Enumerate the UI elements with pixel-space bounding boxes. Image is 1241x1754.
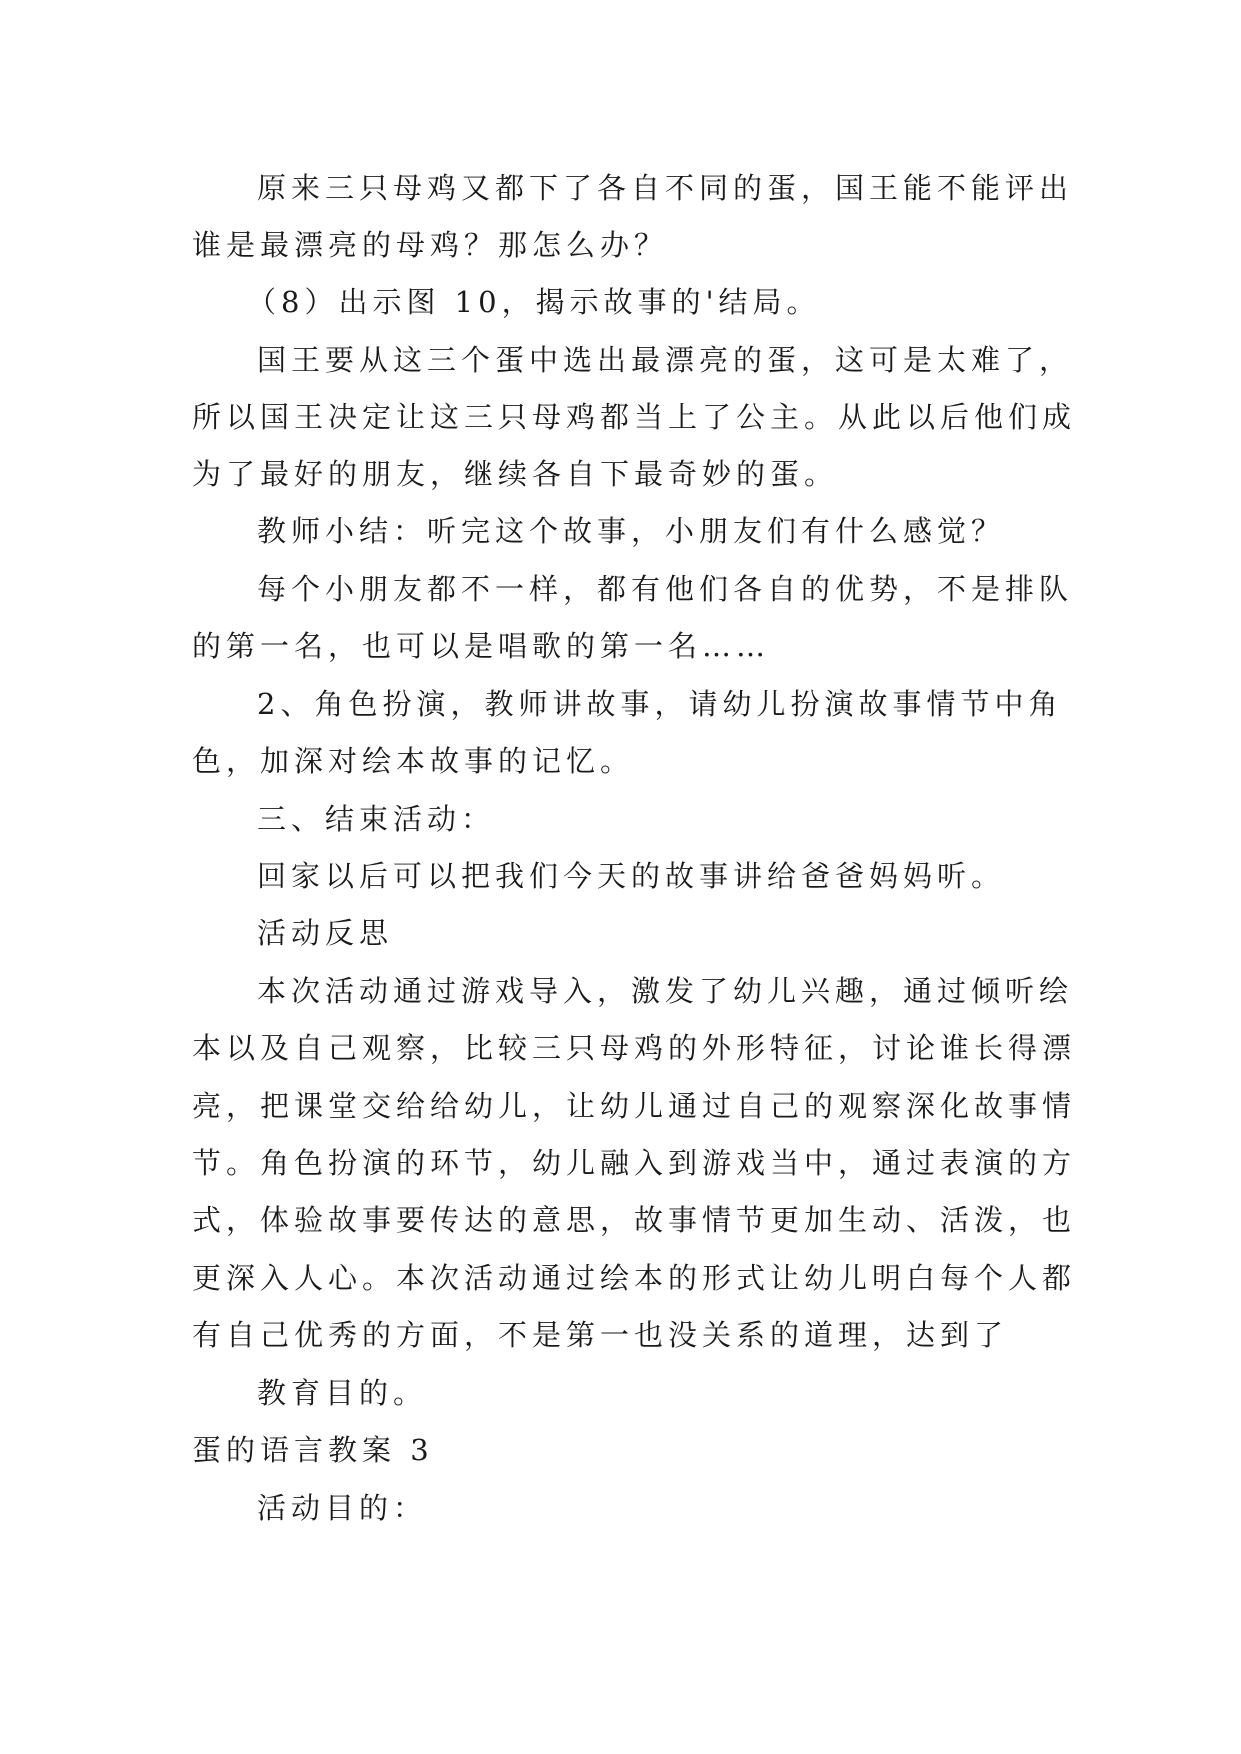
text-line-9: 的第一名，也可以是唱歌的第一名…… <box>192 629 771 663</box>
text-line-8: 每个小朋友都不一样，都有他们各自的优势，不是排队 <box>257 572 1074 606</box>
text-line-12: 三、结束活动： <box>257 802 496 836</box>
text-line-16: 本以及自己观察，比较三只母鸡的外形特征，讨论谁长得漂 <box>192 1031 1077 1065</box>
text-line-10: 2、角色扮演，教师讲故事，请幼儿扮演故事情节中角 <box>257 687 1063 721</box>
section-heading-reflection: 活动反思 <box>257 916 394 950</box>
text-line-4: 国王要从这三个蛋中选出最漂亮的蛋，这可是太难了， <box>257 343 1074 377</box>
text-line-21: 有自己优秀的方面，不是第一也没关系的道理，达到了 <box>192 1318 1009 1352</box>
text-line-15: 本次活动通过游戏导入，激发了幼儿兴趣，通过倾听绘 <box>257 974 1074 1008</box>
text-line-17: 亮，把课堂交给给幼儿，让幼儿通过自己的观察深化故事情 <box>192 1089 1077 1123</box>
text-line-19: 式，体验故事要传达的意思，故事情节更加生动、活泼，也 <box>192 1203 1077 1237</box>
text-line-20: 更深入人心。本次活动通过绘本的形式让幼儿明白每个人都 <box>192 1261 1077 1295</box>
text-line-2: 谁是最漂亮的母鸡？那怎么办？ <box>192 228 669 262</box>
text-line-3: （8）出示图 10，揭示故事的'结局。 <box>247 285 821 319</box>
text-line-7: 教师小结：听完这个故事，小朋友们有什么感觉？ <box>257 514 1006 548</box>
text-line-1: 原来三只母鸡又都下了各自不同的蛋，国王能不能评出 <box>257 171 1074 205</box>
text-line-5: 所以国王决定让这三只母鸡都当上了公主。从此以后他们成 <box>192 400 1077 434</box>
text-line-11: 色，加深对绘本故事的记忆。 <box>192 744 635 778</box>
text-line-18: 节。角色扮演的环节，幼儿融入到游戏当中，通过表演的方 <box>192 1146 1077 1180</box>
text-line-22: 教育目的。 <box>257 1376 428 1410</box>
text-line-6: 为了最好的朋友，继续各自下最奇妙的蛋。 <box>192 457 839 491</box>
text-line-13: 回家以后可以把我们今天的故事讲给爸爸妈妈听。 <box>257 859 1006 893</box>
section-title-lesson-3: 蛋的语言教案 3 <box>192 1433 434 1467</box>
section-heading-objectives: 活动目的： <box>257 1491 428 1525</box>
